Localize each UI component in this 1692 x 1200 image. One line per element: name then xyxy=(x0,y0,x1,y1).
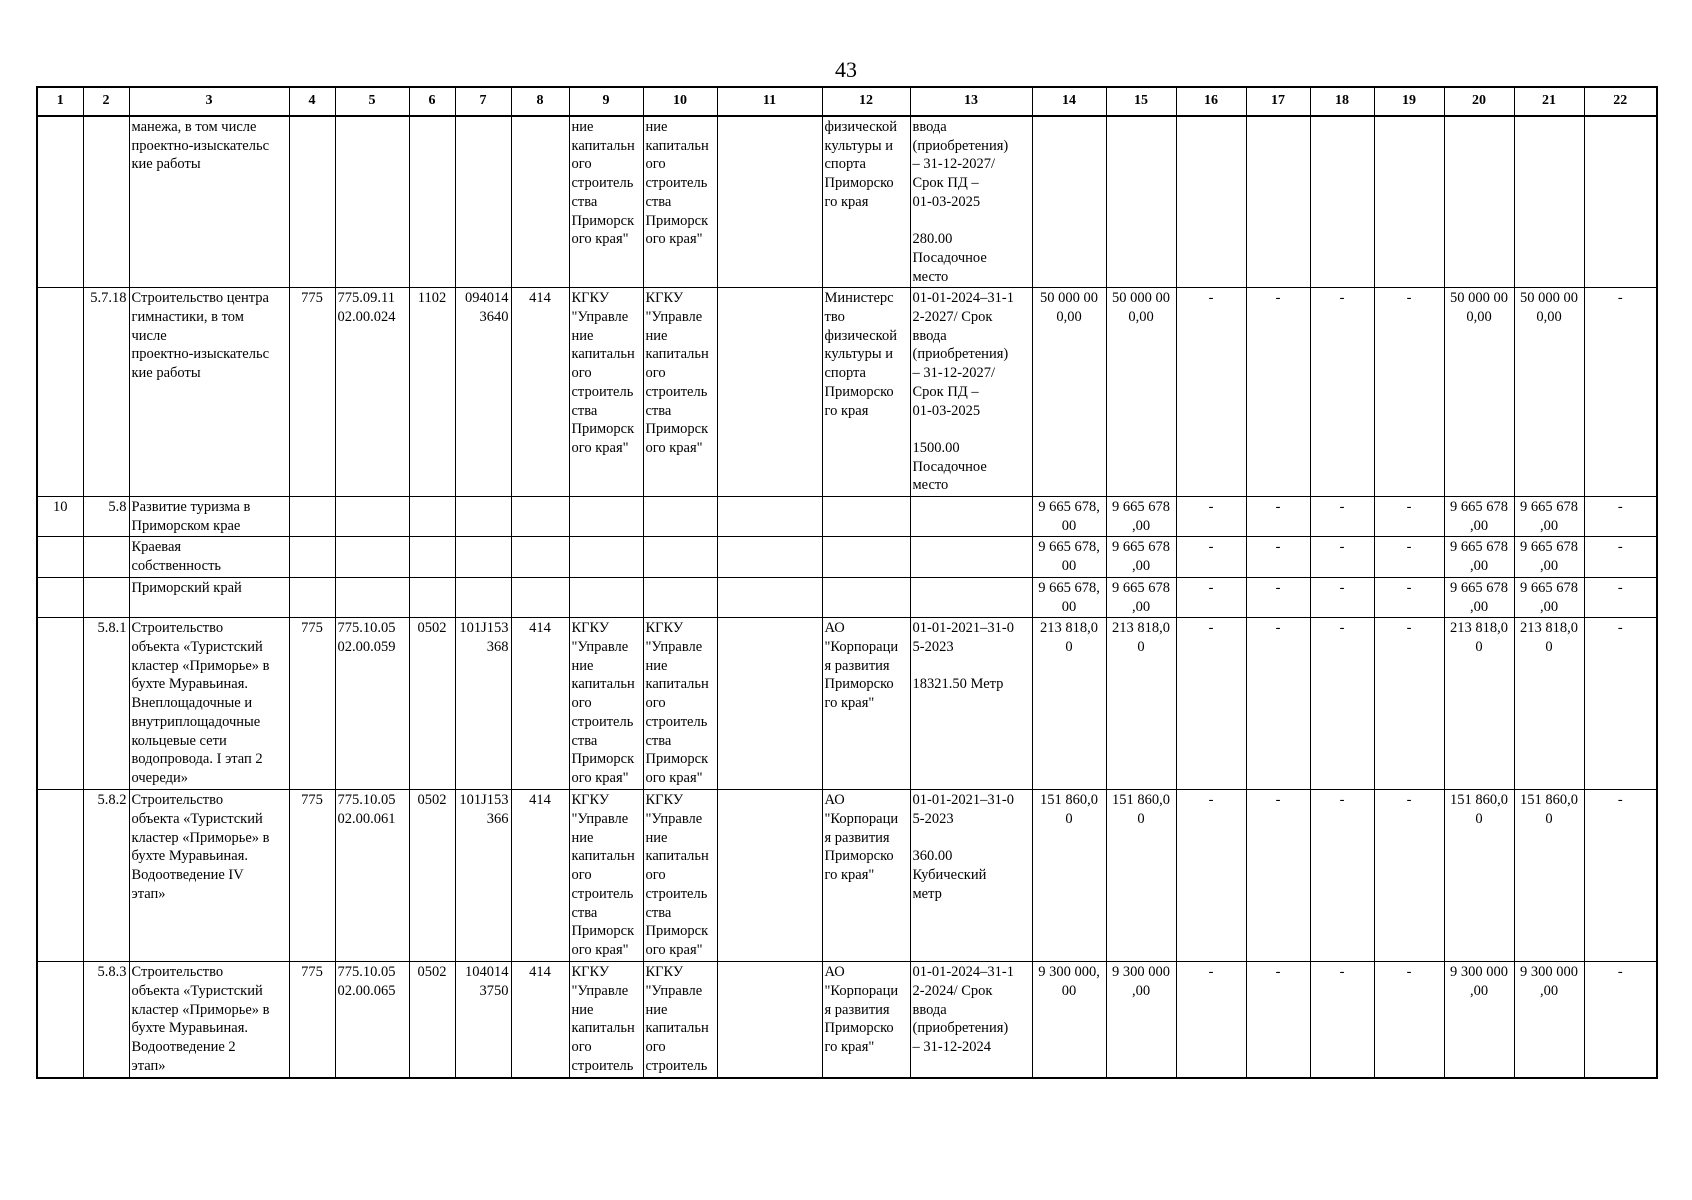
dash-cell: - xyxy=(1176,790,1246,962)
column-header: 3 xyxy=(129,87,289,116)
dash-cell: - xyxy=(1584,288,1657,497)
csr-cell: 094014 3640 xyxy=(455,288,511,497)
amount-cell: 50 000 00 0,00 xyxy=(1032,288,1106,497)
name-cell: Строительство объекта «Туристский кластер «Приморье» в бухте Муравьиная. Водоотведение 2 этап» xyxy=(129,962,289,1079)
table-row xyxy=(37,618,1657,790)
dash-cell xyxy=(1176,116,1246,288)
terms-capacity-cell xyxy=(910,497,1032,537)
table-row xyxy=(37,497,1657,537)
col11-cell xyxy=(717,618,822,790)
column-header: 21 xyxy=(1514,87,1584,116)
terms-capacity-cell: 01-01-2024–31-1 2-2027/ Срок ввода (приобретения) – 31-12-2027/ Срок ПД – 01-03-2025 1500.00 Посадочное место xyxy=(910,288,1032,497)
dash-cell: - xyxy=(1176,618,1246,790)
vr-cell xyxy=(511,497,569,537)
dash-cell xyxy=(1310,116,1374,288)
column-header: 14 xyxy=(1032,87,1106,116)
dash-cell: - xyxy=(1584,962,1657,1079)
developer-cell: КГКУ "Управле ние капитальн ого строитель ства Приморск ого края" xyxy=(643,288,717,497)
dash-cell: - xyxy=(1246,537,1310,577)
responsible-cell: физической культуры и спорта Приморско го края xyxy=(822,116,910,288)
vr-cell: 414 xyxy=(511,618,569,790)
dash-cell: - xyxy=(1584,537,1657,577)
name-cell: Развитие туризма в Приморском крае xyxy=(129,497,289,537)
terms-capacity-cell: 01-01-2024–31-1 2-2024/ Срок ввода (приобретения) – 31-12-2024 xyxy=(910,962,1032,1079)
section-cell: 0502 xyxy=(409,790,455,962)
col11-cell xyxy=(717,497,822,537)
grbs-cell xyxy=(289,537,335,577)
target-code-cell xyxy=(335,577,409,617)
responsible-cell xyxy=(822,577,910,617)
customer-cell xyxy=(569,537,643,577)
dash-cell: - xyxy=(1374,962,1444,1079)
dash-cell: - xyxy=(1246,288,1310,497)
vr-cell: 414 xyxy=(511,288,569,497)
name-cell: Строительство центра гимнастики, в том числе проектно-изыскательс кие работы xyxy=(129,288,289,497)
amount-cell: 9 300 000, 00 xyxy=(1032,962,1106,1079)
dash-cell: - xyxy=(1176,497,1246,537)
column-header: 2 xyxy=(83,87,129,116)
developer-cell xyxy=(643,497,717,537)
table-row xyxy=(37,116,1657,288)
grbs-cell: 775 xyxy=(289,618,335,790)
vr-cell xyxy=(511,537,569,577)
column-header: 5 xyxy=(335,87,409,116)
table-row xyxy=(37,537,1657,577)
code-cell: 5.8.2 xyxy=(83,790,129,962)
row-index-cell xyxy=(37,618,83,790)
dash-cell: - xyxy=(1176,537,1246,577)
amount-cell: 213 818,0 0 xyxy=(1514,618,1584,790)
section-cell xyxy=(409,497,455,537)
col11-cell xyxy=(717,790,822,962)
amount-cell: 9 665 678 ,00 xyxy=(1106,497,1176,537)
dash-cell: - xyxy=(1176,962,1246,1079)
page-number: 43 xyxy=(835,57,857,82)
amount-cell: 151 860,0 0 xyxy=(1032,790,1106,962)
amount-cell: 9 665 678 ,00 xyxy=(1444,497,1514,537)
table-body xyxy=(37,87,1657,1078)
grbs-cell: 775 xyxy=(289,962,335,1079)
name-cell: Приморский край xyxy=(129,577,289,617)
col11-cell xyxy=(717,537,822,577)
col11-cell xyxy=(717,962,822,1079)
dash-cell: - xyxy=(1246,962,1310,1079)
amount-cell: 9 665 678 ,00 xyxy=(1444,537,1514,577)
grbs-cell: 775 xyxy=(289,790,335,962)
code-cell xyxy=(83,537,129,577)
column-header: 7 xyxy=(455,87,511,116)
budget-table xyxy=(36,86,1658,1079)
amount-cell: 9 665 678, 00 xyxy=(1032,577,1106,617)
col11-cell xyxy=(717,577,822,617)
terms-capacity-cell: 01-01-2021–31-0 5-2023 360.00 Кубический метр xyxy=(910,790,1032,962)
table-row xyxy=(37,288,1657,497)
code-cell xyxy=(83,577,129,617)
row-index-cell xyxy=(37,962,83,1079)
csr-cell: 101J153 368 xyxy=(455,618,511,790)
section-cell: 0502 xyxy=(409,618,455,790)
dash-cell: - xyxy=(1310,288,1374,497)
terms-capacity-cell xyxy=(910,537,1032,577)
code-cell: 5.8.3 xyxy=(83,962,129,1079)
column-header: 18 xyxy=(1310,87,1374,116)
dash-cell xyxy=(1584,116,1657,288)
dash-cell: - xyxy=(1584,790,1657,962)
dash-cell: - xyxy=(1246,497,1310,537)
amount-cell: 50 000 00 0,00 xyxy=(1444,288,1514,497)
name-cell: Строительство объекта «Туристский кластер «Приморье» в бухте Муравьиная. Водоотведение IV этап» xyxy=(129,790,289,962)
column-header: 8 xyxy=(511,87,569,116)
vr-cell: 414 xyxy=(511,790,569,962)
amount-cell: 9 665 678, 00 xyxy=(1032,497,1106,537)
col11-cell xyxy=(717,116,822,288)
dash-cell: - xyxy=(1374,288,1444,497)
dash-cell: - xyxy=(1584,618,1657,790)
developer-cell: ние капитальн ого строитель ства Приморск ого края" xyxy=(643,116,717,288)
target-code-cell: 775.10.05 02.00.061 xyxy=(335,790,409,962)
grbs-cell xyxy=(289,577,335,617)
dash-cell: - xyxy=(1246,618,1310,790)
csr-cell: 104014 3750 xyxy=(455,962,511,1079)
dash-cell: - xyxy=(1310,790,1374,962)
row-index-cell xyxy=(37,116,83,288)
developer-cell: КГКУ "Управле ние капитальн ого строитель xyxy=(643,962,717,1079)
column-header: 20 xyxy=(1444,87,1514,116)
column-header: 4 xyxy=(289,87,335,116)
table-row xyxy=(37,577,1657,617)
dash-cell: - xyxy=(1176,577,1246,617)
customer-cell: КГКУ "Управле ние капитальн ого строитель ства Приморск ого края" xyxy=(569,618,643,790)
name-cell: Краевая собственность xyxy=(129,537,289,577)
column-header: 22 xyxy=(1584,87,1657,116)
col11-cell xyxy=(717,288,822,497)
section-cell xyxy=(409,537,455,577)
amount-cell: 213 818,0 0 xyxy=(1106,618,1176,790)
terms-capacity-cell: 01-01-2021–31-0 5-2023 18321.50 Метр xyxy=(910,618,1032,790)
dash-cell: - xyxy=(1310,497,1374,537)
vr-cell xyxy=(511,116,569,288)
grbs-cell: 775 xyxy=(289,288,335,497)
dash-cell: - xyxy=(1374,618,1444,790)
column-header: 17 xyxy=(1246,87,1310,116)
csr-cell xyxy=(455,497,511,537)
row-index-cell xyxy=(37,790,83,962)
grbs-cell xyxy=(289,497,335,537)
amount-cell: 9 665 678 ,00 xyxy=(1106,577,1176,617)
row-index-cell xyxy=(37,577,83,617)
dash-cell: - xyxy=(1310,962,1374,1079)
dash-cell: - xyxy=(1246,577,1310,617)
developer-cell xyxy=(643,537,717,577)
responsible-cell xyxy=(822,497,910,537)
target-code-cell: 775.10.05 02.00.059 xyxy=(335,618,409,790)
csr-cell xyxy=(455,537,511,577)
amount-cell xyxy=(1444,116,1514,288)
dash-cell: - xyxy=(1374,790,1444,962)
amount-cell: 213 818,0 0 xyxy=(1444,618,1514,790)
section-cell: 1102 xyxy=(409,288,455,497)
dash-cell: - xyxy=(1374,577,1444,617)
customer-cell: КГКУ "Управле ние капитальн ого строитель ства Приморск ого края" xyxy=(569,790,643,962)
code-cell: 5.8 xyxy=(83,497,129,537)
responsible-cell: АО "Корпораци я развития Приморско го края" xyxy=(822,618,910,790)
developer-cell: КГКУ "Управле ние капитальн ого строитель ства Приморск ого края" xyxy=(643,790,717,962)
dash-cell: - xyxy=(1246,790,1310,962)
dash-cell xyxy=(1374,116,1444,288)
vr-cell xyxy=(511,577,569,617)
target-code-cell xyxy=(335,537,409,577)
dash-cell: - xyxy=(1374,497,1444,537)
amount-cell: 9 300 000 ,00 xyxy=(1106,962,1176,1079)
amount-cell: 9 665 678 ,00 xyxy=(1514,497,1584,537)
row-index-cell xyxy=(37,288,83,497)
amount-cell: 9 665 678 ,00 xyxy=(1514,577,1584,617)
amount-cell xyxy=(1032,116,1106,288)
column-number-row xyxy=(37,87,1657,116)
column-header: 15 xyxy=(1106,87,1176,116)
column-header: 11 xyxy=(717,87,822,116)
amount-cell: 9 665 678 ,00 xyxy=(1106,537,1176,577)
responsible-cell: АО "Корпораци я развития Приморско го края" xyxy=(822,790,910,962)
csr-cell xyxy=(455,116,511,288)
amount-cell: 151 860,0 0 xyxy=(1106,790,1176,962)
customer-cell: КГКУ "Управле ние капитальн ого строитель ства Приморск ого края" xyxy=(569,288,643,497)
target-code-cell xyxy=(335,497,409,537)
table-row xyxy=(37,962,1657,1079)
column-header: 6 xyxy=(409,87,455,116)
dash-cell: - xyxy=(1176,288,1246,497)
amount-cell: 9 300 000 ,00 xyxy=(1444,962,1514,1079)
csr-cell xyxy=(455,577,511,617)
amount-cell xyxy=(1106,116,1176,288)
amount-cell: 50 000 00 0,00 xyxy=(1514,288,1584,497)
csr-cell: 101J153 366 xyxy=(455,790,511,962)
amount-cell: 9 300 000 ,00 xyxy=(1514,962,1584,1079)
amount-cell: 151 860,0 0 xyxy=(1444,790,1514,962)
target-code-cell: 775.10.05 02.00.065 xyxy=(335,962,409,1079)
responsible-cell: Министерс тво физической культуры и спорта Приморско го края xyxy=(822,288,910,497)
column-header: 10 xyxy=(643,87,717,116)
name-cell: манежа, в том числе проектно-изыскательс кие работы xyxy=(129,116,289,288)
target-code-cell xyxy=(335,116,409,288)
column-header: 19 xyxy=(1374,87,1444,116)
row-index-cell xyxy=(37,537,83,577)
row-index-cell: 10 xyxy=(37,497,83,537)
dash-cell: - xyxy=(1310,618,1374,790)
column-header: 12 xyxy=(822,87,910,116)
dash-cell: - xyxy=(1310,537,1374,577)
column-header: 9 xyxy=(569,87,643,116)
section-cell xyxy=(409,577,455,617)
code-cell: 5.7.18 xyxy=(83,288,129,497)
customer-cell xyxy=(569,497,643,537)
code-cell xyxy=(83,116,129,288)
customer-cell: КГКУ "Управле ние капитальн ого строитель xyxy=(569,962,643,1079)
dash-cell: - xyxy=(1310,577,1374,617)
terms-capacity-cell xyxy=(910,577,1032,617)
customer-cell xyxy=(569,577,643,617)
column-header: 16 xyxy=(1176,87,1246,116)
developer-cell: КГКУ "Управле ние капитальн ого строитель ства Приморск ого края" xyxy=(643,618,717,790)
column-header: 13 xyxy=(910,87,1032,116)
customer-cell: ние капитальн ого строитель ства Приморск ого края" xyxy=(569,116,643,288)
section-cell xyxy=(409,116,455,288)
amount-cell: 50 000 00 0,00 xyxy=(1106,288,1176,497)
name-cell: Строительство объекта «Туристский кластер «Приморье» в бухте Муравьиная. Внеплощадочные и внутриплощадочные кольцевые сети водопровода. I этап 2 очереди» xyxy=(129,618,289,790)
dash-cell: - xyxy=(1374,537,1444,577)
dash-cell xyxy=(1246,116,1310,288)
amount-cell: 9 665 678 ,00 xyxy=(1444,577,1514,617)
amount-cell: 9 665 678, 00 xyxy=(1032,537,1106,577)
vr-cell: 414 xyxy=(511,962,569,1079)
amount-cell xyxy=(1514,116,1584,288)
developer-cell xyxy=(643,577,717,617)
responsible-cell xyxy=(822,537,910,577)
responsible-cell: АО "Корпораци я развития Приморско го края" xyxy=(822,962,910,1079)
amount-cell: 213 818,0 0 xyxy=(1032,618,1106,790)
terms-capacity-cell: ввода (приобретения) – 31-12-2027/ Срок ПД – 01-03-2025 280.00 Посадочное место xyxy=(910,116,1032,288)
amount-cell: 151 860,0 0 xyxy=(1514,790,1584,962)
dash-cell: - xyxy=(1584,577,1657,617)
column-header: 1 xyxy=(37,87,83,116)
target-code-cell: 775.09.11 02.00.024 xyxy=(335,288,409,497)
grbs-cell xyxy=(289,116,335,288)
code-cell: 5.8.1 xyxy=(83,618,129,790)
table-row xyxy=(37,790,1657,962)
dash-cell: - xyxy=(1584,497,1657,537)
section-cell: 0502 xyxy=(409,962,455,1079)
amount-cell: 9 665 678 ,00 xyxy=(1514,537,1584,577)
